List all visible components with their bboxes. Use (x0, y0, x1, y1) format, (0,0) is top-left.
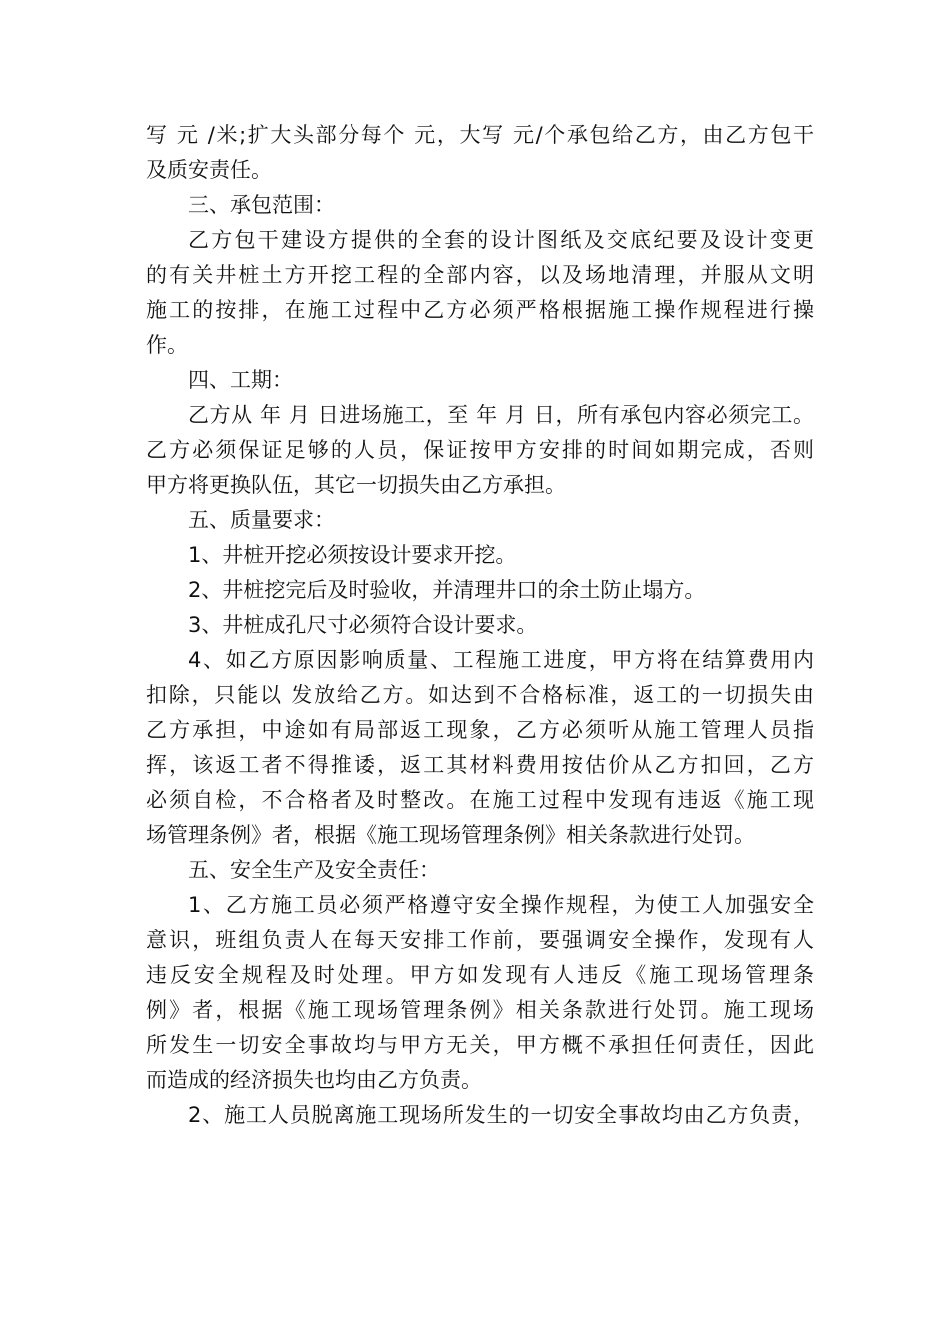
text-line: 而造成的经济损失也均由乙方负责。 (146, 1068, 482, 1092)
text-line: 作。 (146, 333, 188, 357)
section-heading: 五、安全生产及安全责任： (188, 858, 440, 882)
text-line: 挥，该返工者不得推诿，返工其材料费用按估价从乙方扣回，乙方 (146, 753, 814, 777)
text-line: 场管理条例》者，根据《施工现场管理条例》相关条款进行处罚。 (146, 823, 755, 847)
list-item: 1、井桩开挖必须按设计要求开挖。 (188, 543, 517, 567)
text-line: 违反安全规程及时处理。甲方如发现有人违反《施工现场管理条 (146, 963, 814, 987)
text-line: 及质安责任。 (146, 158, 272, 182)
text-line: 意识，班组负责人在每天安排工作前，要强调安全操作，发现有人 (146, 928, 814, 952)
list-item: 2、施工人员脱离施工现场所发生的一切安全事故均由乙方负责， (188, 1103, 814, 1127)
text-line: 的有关井桩土方开挖工程的全部内容，以及场地清理，并服从文明 (146, 263, 814, 287)
text-line: 所发生一切安全事故均与甲方无关，甲方概不承担任何责任，因此 (146, 1033, 814, 1057)
text-line: 施工的按排，在施工过程中乙方必须严格根据施工操作规程进行操 (146, 298, 814, 322)
section-heading: 三、承包范围： (188, 193, 335, 217)
list-item: 3、井桩成孔尺寸必须符合设计要求。 (188, 613, 538, 637)
text-line: 例》者，根据《施工现场管理条例》相关条款进行处罚。施工现场 (146, 998, 814, 1022)
section-heading: 五、质量要求： (188, 508, 335, 532)
list-item: 1、乙方施工员必须严格遵守安全操作规程，为使工人加强安全 (188, 893, 814, 917)
list-item: 4、如乙方原因影响质量、工程施工进度，甲方将在结算费用内 (188, 648, 814, 672)
section-heading: 四、工期： (188, 368, 293, 392)
text-line: 甲方将更换队伍，其它一切损失由乙方承担。 (146, 473, 566, 497)
text-line: 扣除，只能以 发放给乙方。如达到不合格标准，返工的一切损失由 (146, 683, 814, 707)
text-line: 必须自检，不合格者及时整改。在施工过程中发现有违返《施工现 (146, 788, 814, 812)
text-line: 乙方必须保证足够的人员，保证按甲方安排的时间如期完成，否则 (146, 438, 814, 462)
document-body (146, 118, 814, 1133)
text-line: 乙方承担，中途如有局部返工现象，乙方必须听从施工管理人员指 (146, 718, 814, 742)
text-line: 乙方包干建设方提供的全套的设计图纸及交底纪要及设计变更 (188, 228, 814, 252)
list-item: 2、井桩挖完后及时验收，并清理井口的余土防止塌方。 (188, 578, 706, 602)
text-line: 写 元 /米;扩大头部分每个 元，大写 元/个承包给乙方，由乙方包干 (146, 123, 814, 147)
text-line: 乙方从 年 月 日进场施工，至 年 月 日，所有承包内容必须完工。 (188, 403, 814, 427)
